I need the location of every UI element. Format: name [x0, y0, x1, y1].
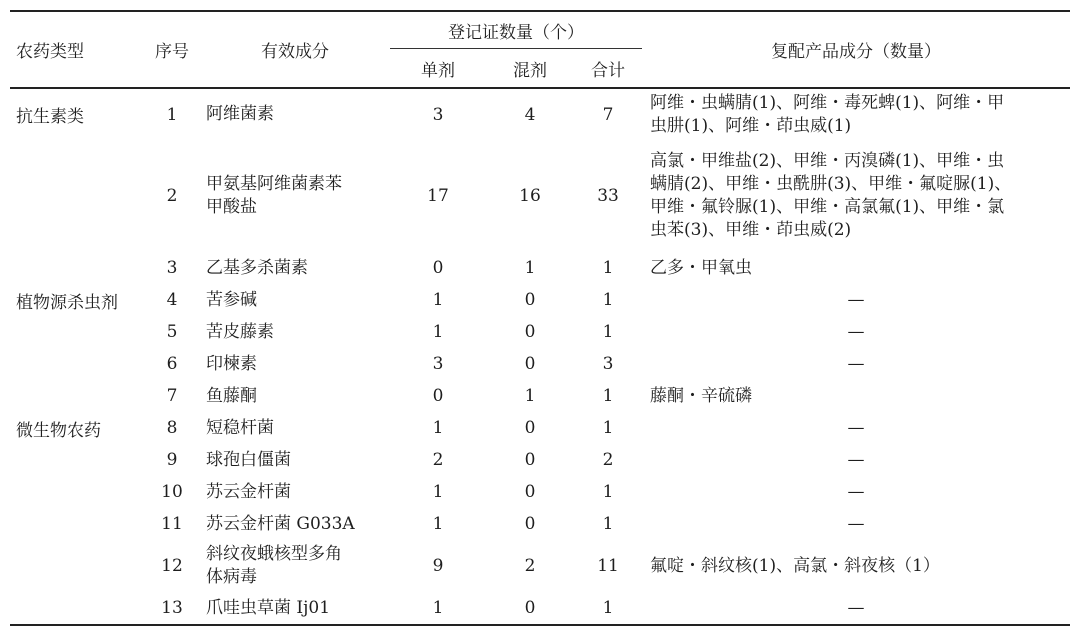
cell-ingredient: 鱼藤酮 [206, 385, 257, 406]
cell-total: 11 [597, 556, 619, 576]
cell-single: 1 [432, 290, 444, 310]
cell-total: 1 [602, 386, 614, 406]
table-row [10, 140, 1070, 252]
cell-compounds-line: — [847, 290, 865, 310]
cell-compounds [642, 316, 1070, 348]
cell-compounds-line: 高氯・甲维盐(2)、甲维・丙溴磷(1)、甲维・虫 [650, 151, 1005, 171]
cell-compounds [642, 88, 1070, 140]
cell-type [10, 508, 144, 540]
cell-compounds-line: 虫苯(3)、甲维・茚虫威(2) [650, 220, 852, 240]
cell-compounds [642, 508, 1070, 540]
cell-single: 17 [427, 186, 449, 206]
cell-compounds [642, 284, 1070, 316]
cell-compounds-line: — [847, 598, 865, 618]
cell-single: 2 [432, 450, 444, 470]
cell-ingredient: 苏云金杆菌 G033A [206, 513, 355, 534]
cell-compounds-line: — [847, 354, 865, 374]
cell-mixed: 1 [524, 258, 536, 278]
cell-total: 33 [597, 186, 619, 206]
cell-no: 12 [161, 556, 183, 576]
table-row [10, 476, 1070, 508]
cell-type [10, 444, 144, 476]
cell-mixed: 2 [524, 556, 536, 576]
table-row [10, 284, 1070, 316]
table-row [10, 444, 1070, 476]
cell-total: 1 [602, 322, 614, 342]
cell-compounds-line: — [847, 322, 865, 342]
cell-mixed: 0 [524, 322, 536, 342]
table-row [10, 380, 1070, 412]
cell-no: 5 [166, 322, 178, 342]
cell-compounds-line: 螨腈(2)、甲维・虫酰肼(3)、甲维・氟啶脲(1)、 [650, 174, 1012, 194]
cell-mixed: 1 [524, 386, 536, 406]
header-ingredient: 有效成分 [200, 11, 390, 88]
cell-type [10, 592, 144, 625]
cell-total: 2 [602, 450, 614, 470]
cell-no: 2 [166, 186, 178, 206]
cell-mixed: 16 [519, 186, 541, 206]
cell-no: 8 [166, 418, 178, 438]
cell-mixed: 0 [524, 354, 536, 374]
table-body [10, 88, 1070, 625]
cell-single: 1 [432, 514, 444, 534]
cell-compounds-line: 虫肼(1)、阿维・茚虫威(1) [650, 115, 852, 136]
cell-single: 0 [432, 258, 444, 278]
header-type: 农药类型 [10, 11, 144, 88]
cell-single: 1 [432, 418, 444, 438]
cell-type [10, 540, 144, 592]
cell-compounds-line: 乙多・甲氧虫 [650, 257, 753, 278]
cell-compounds-line: 甲维・氟铃脲(1)、甲维・高氯氟(1)、甲维・氯 [650, 197, 1005, 217]
cell-total: 1 [602, 482, 614, 502]
header-no: 序号 [144, 11, 200, 88]
cell-no: 9 [166, 450, 178, 470]
table-row [10, 508, 1070, 540]
cell-compounds-line: 阿维・虫螨腈(1)、阿维・毒死蜱(1)、阿维・甲 [650, 92, 1005, 113]
cell-total: 1 [602, 514, 614, 534]
cell-ingredient: 球孢白僵菌 [206, 449, 291, 470]
cell-compounds [642, 476, 1070, 508]
cell-no: 6 [166, 354, 178, 374]
cell-mixed: 0 [524, 418, 536, 438]
cell-mixed: 0 [486, 592, 574, 625]
cell-compounds [642, 380, 1070, 412]
cell-compounds [642, 412, 1070, 444]
table-row [10, 316, 1070, 348]
table-row [10, 252, 1070, 284]
cell-mixed: 4 [524, 104, 536, 125]
table-row [10, 592, 1070, 625]
cell-ingredient: 爪哇虫草菌 Ij01 [200, 592, 390, 625]
cell-no: 10 [161, 482, 183, 502]
cell-single: 1 [432, 322, 444, 342]
cell-mixed: 0 [524, 290, 536, 310]
cell-ingredient-line: 甲酸盐 [206, 197, 257, 217]
cell-ingredient [200, 540, 390, 592]
cell-mixed: 0 [524, 450, 536, 470]
header-mixed: 混剂 [486, 49, 574, 89]
cell-compounds [642, 348, 1070, 380]
cell-total: 3 [602, 354, 614, 374]
cell-compounds-line: — [847, 418, 865, 438]
cell-mixed: 0 [524, 482, 536, 502]
cell-ingredient: 苦参碱 [206, 289, 257, 310]
cell-ingredient: 苏云金杆菌 [206, 481, 291, 502]
header-reg-count: 登记证数量（个） [390, 11, 642, 49]
table-header [10, 11, 1070, 88]
cell-single: 1 [432, 482, 444, 502]
cell-type: 微生物农药 [16, 420, 101, 441]
cell-compounds-line: — [847, 450, 865, 470]
cell-no: 3 [166, 258, 178, 278]
cell-compounds [642, 444, 1070, 476]
header-compounds: 复配产品成分（数量） [642, 11, 1070, 88]
cell-ingredient: 短稳杆菌 [206, 417, 274, 438]
cell-no: 13 [144, 592, 200, 625]
cell-type [10, 316, 144, 348]
cell-ingredient: 乙基多杀菌素 [206, 257, 308, 278]
table-row [10, 540, 1070, 592]
cell-compounds-line: — [847, 514, 865, 534]
cell-type: 植物源杀虫剂 [16, 292, 118, 313]
table-row [10, 412, 1070, 444]
header-total: 合计 [574, 49, 642, 89]
cell-compounds [642, 540, 1070, 592]
cell-single: 1 [390, 592, 486, 625]
cell-compounds [642, 592, 1070, 625]
cell-no: 11 [161, 514, 183, 534]
cell-no: 1 [166, 104, 178, 125]
cell-type [10, 476, 144, 508]
pesticide-registration-table [10, 10, 1070, 626]
cell-compounds [642, 140, 1070, 252]
cell-compounds-line: 氟啶・斜纹核(1)、高氯・斜夜核（1） [650, 555, 940, 576]
cell-total: 7 [602, 104, 614, 125]
cell-type [10, 348, 144, 380]
header-single: 单剂 [390, 49, 486, 89]
cell-type [10, 140, 144, 252]
cell-ingredient-line: 甲氨基阿维菌素苯 [206, 174, 342, 194]
cell-total: 1 [602, 258, 614, 278]
cell-total: 1 [602, 290, 614, 310]
cell-no: 4 [166, 290, 178, 310]
cell-ingredient: 苦皮藤素 [206, 321, 274, 342]
cell-type [10, 380, 144, 412]
cell-single: 9 [432, 556, 444, 576]
cell-single: 3 [432, 354, 444, 374]
cell-ingredient: 阿维菌素 [206, 104, 274, 124]
cell-ingredient [200, 140, 390, 252]
cell-single: 3 [432, 104, 444, 125]
cell-type: 抗生素类 [16, 107, 84, 127]
cell-single: 0 [432, 386, 444, 406]
cell-ingredient-line: 斜纹夜蛾核型多角 [206, 544, 342, 564]
cell-type [10, 252, 144, 284]
cell-total: 1 [574, 592, 642, 625]
cell-ingredient-line: 体病毒 [206, 567, 257, 587]
table-row [10, 88, 1070, 140]
cell-total: 1 [602, 418, 614, 438]
cell-compounds-line: 藤酮・辛硫磷 [650, 385, 753, 406]
cell-mixed: 0 [524, 514, 536, 534]
cell-compounds [642, 252, 1070, 284]
cell-no: 7 [166, 386, 178, 406]
cell-ingredient: 印楝素 [206, 353, 257, 374]
cell-compounds-line: — [847, 482, 865, 502]
table-row [10, 348, 1070, 380]
